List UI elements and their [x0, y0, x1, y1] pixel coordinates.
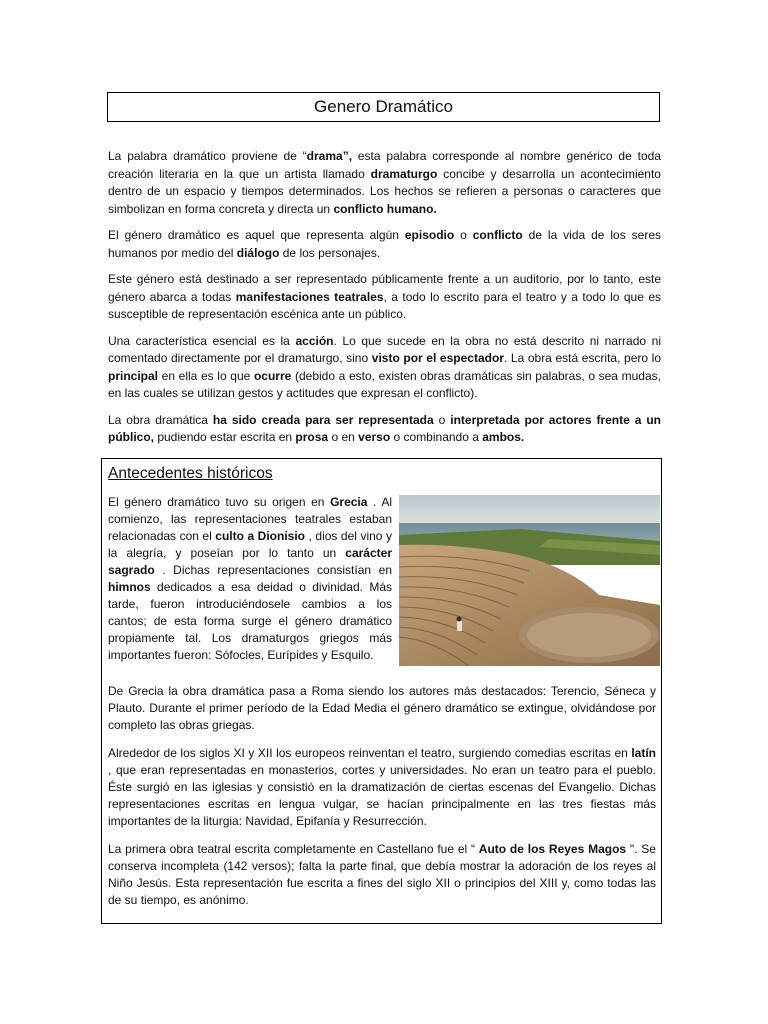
text-run: o — [433, 412, 451, 427]
text-run: concibe y desarrolla un acontecimiento dentro de un espacio y tiempos determinados. Los hechos se refieren a personas o caracteres que simbolizan en forma concreta y directa un — [108, 166, 661, 216]
intro-paragraph-3 — [108, 271, 661, 324]
text-run: Alrededor de los siglos XI y XII los europeos reinventan el teatro, surgiendo comedias escritas en — [108, 746, 632, 760]
bold-term: latín — [631, 746, 656, 760]
bold-term: ocurre — [253, 368, 292, 383]
bold-term: manifestaciones teatrales — [235, 289, 384, 304]
section-paragraph-4 — [108, 841, 656, 909]
section-paragraph-1 — [108, 494, 392, 664]
text-run: de la vida de los seres humanos por medio del — [108, 228, 661, 260]
text-run: La palabra dramático proviene de “ — [108, 149, 307, 163]
greek-theater-illustration — [399, 495, 660, 666]
bold-term: dramaturgo — [370, 166, 438, 181]
bold-term: prosa — [295, 430, 329, 444]
bold-term: ambos. — [482, 430, 525, 444]
intro-paragraph-2 — [108, 227, 661, 262]
text-run: esta palabra corresponde al nombre genérico de toda creación literaria en la que un artista llamado — [108, 149, 661, 181]
greek-theater-photo — [399, 495, 660, 666]
text-run: (debido a esto, existen obras dramáticas sin palabras, o sea mudas, en las cuales se utilizan gestos y actitudes que expresan el conflicto). — [108, 368, 661, 400]
text-run: . Dichas representaciones consistían en — [154, 563, 392, 577]
historical-background-box — [101, 458, 662, 924]
text-run: ". Se conserva incompleta (142 versos); falta la parte final, que debía mostrar la adoración de los reyes al Niño Jesús. Esta representación fue escrita a fines del siglo XII o principios del XIII y, como todas las de su tiempo, es anónimo. — [108, 842, 656, 907]
bold-term: acción — [295, 333, 334, 348]
text-run: , a todo lo escrito para el teatro y a todo lo que es susceptible de representación escénica ante un público. — [108, 289, 661, 321]
bold-term: ha sido creada para ser representada — [212, 412, 434, 427]
text-run: o combinando a — [390, 430, 483, 444]
intro-paragraph-5 — [108, 412, 661, 447]
section-heading: Antecedentes históricos — [108, 465, 273, 482]
text-run: Una característica esencial es la — [108, 333, 296, 348]
document-title: Genero Dramático — [107, 92, 660, 122]
text-run: El género dramático es aquel que representa algún — [108, 228, 405, 242]
bold-term: principal — [108, 368, 159, 383]
text-run: en ella es lo que — [158, 368, 254, 383]
intro-paragraph-4 — [108, 333, 661, 403]
text-run: De Grecia la obra dramática pasa a Roma siendo los autores más destacados: Terencio, Séneca y Plauto. Durante el primer período de la Edad Media el género dramático se extingue, olvidándose por completo las obras griegas. — [108, 684, 656, 732]
history-text — [108, 683, 656, 920]
text-run: Este género está destinado a ser representado públicamente frente a un auditorio, por lo tanto, este género abarca a todas — [108, 272, 661, 304]
bold-term: carácter sagrado — [108, 546, 392, 577]
bold-term: visto por el espectador — [371, 351, 504, 365]
bold-term: interpretada por actores frente a un público, — [108, 412, 661, 444]
bold-term: episodio — [404, 228, 455, 242]
text-run: o en — [328, 430, 359, 444]
intro-section — [108, 148, 661, 456]
text-run: La primera obra teatral escrita completamente en Castellano fue el “ — [108, 842, 479, 856]
intro-paragraph-1 — [108, 148, 661, 218]
bold-term: culto a Dionisio — [215, 529, 306, 543]
text-run: . Lo que sucede en la obra no está descrito ni narrado ni comentado directamente por el dramaturgo, sino — [108, 333, 661, 365]
text-run: El género dramático tuvo su origen en — [108, 495, 331, 509]
text-run: dedicados a esa deidad o divinidad. Más tarde, fueron introduciéndosele cambios a los cantos; de esta forma surge el género dramático propiamente tal. Los dramaturgos griegos más importantes fueron: Sófocles, Eurípides y Esquilo. — [108, 580, 392, 662]
text-run: La obra dramática — [108, 412, 213, 427]
bold-term: Auto de los Reyes Magos — [478, 842, 627, 856]
section-paragraph-3 — [108, 745, 656, 830]
text-run: de los personajes. — [279, 245, 381, 260]
bold-term: Grecia — [330, 495, 368, 509]
text-run: , dios del vino y la alegría, y poseían por lo tanto un — [108, 529, 392, 560]
text-run: . La obra está escrita, pero lo — [503, 351, 661, 365]
bold-term: conflicto — [472, 228, 523, 242]
bold-term: himnos — [108, 580, 151, 594]
bold-term: conflicto humano. — [333, 201, 437, 216]
text-run: pudiendo estar escrita en — [154, 430, 296, 444]
text-run: , que eran representadas en monasterios, cortes y universidades. No eran un teatro para el pueblo. Éste surgió en las iglesias y consistió en la dramatización de ciertas escenas del Evangelio. Dichas representaciones escritas en lengua vulgar, se hacían principalmente en las tres fiestas más importantes de la liturgia: Navidad, Epifanía y Resurrección. — [108, 763, 656, 828]
bold-term: verso — [358, 430, 391, 444]
text-run: . Al comienzo, las representaciones teatrales estaban relacionadas con el — [108, 495, 393, 543]
text-run: o — [454, 228, 473, 242]
section-paragraph-2 — [108, 683, 656, 734]
greece-origin-text — [108, 494, 392, 664]
bold-term: drama”, — [306, 149, 353, 163]
bold-term: diálogo — [236, 245, 280, 260]
